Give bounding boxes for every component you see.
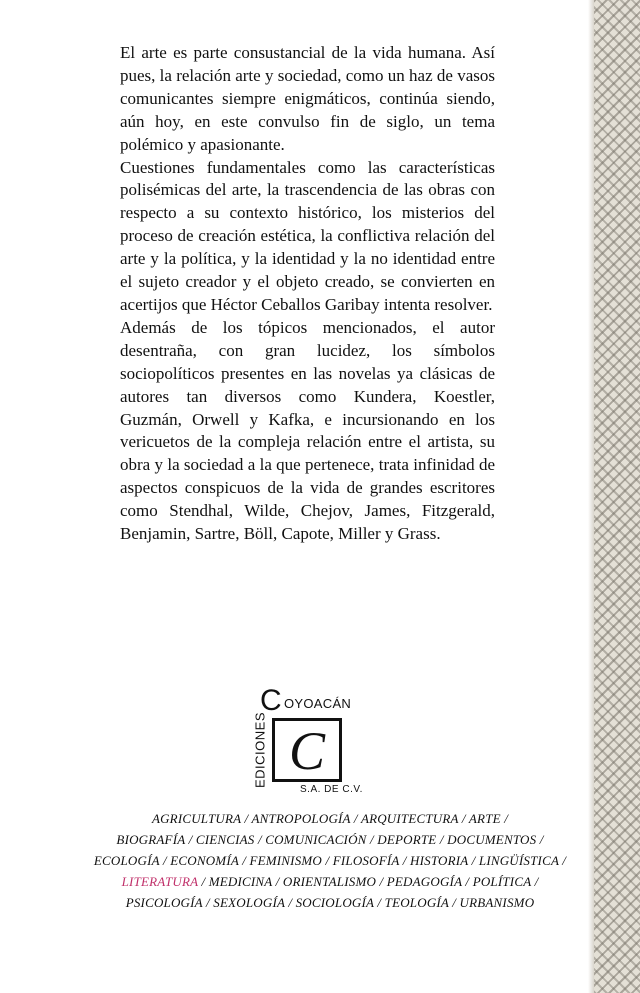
blurb-paragraph-1: El arte es parte consustancial de la vida humana. Así pues, la relación arte y sociedad, como un haz de vasos comunicantes siempre enigmáticos, continúa siendo, aún hoy, en este convulso fin de siglo, un tema polémico y apasionante. <box>120 43 495 154</box>
category-line-4 <box>50 871 610 892</box>
blurb-paragraph-3: Además de los tópicos mencionados, el autor desentraña, con gran lucidez, los símbolos sociopolíticos presentes en las novelas ya clásicas de autores tan diversos como Kundera, Koestler, Guzmán, Orwell y Kafka, e incursionando en los vericuetos de la compleja relación entre el artista, su obra y la sociedad a la que pertenece, trata infinidad de aspectos conspicuos de la vida de grandes escritores como Stendhal, Wilde, Chejov, James, Fitzgerald, Benjamin, Sartre, Böll, Capote, Miller y Grass. <box>120 317 495 544</box>
logo-monogram-letter: C <box>288 721 326 779</box>
blurb-paragraph-2: Cuestiones fundamentales como las características polisémicas del arte, la trascendencia de las obras con respecto a su contexto histórico, los misterios del proceso de creación estética, la conflictiva relación del arte y la política, y la identidad y la no identidad entre el sujeto creador y el objeto creado, se convierten en acertijos que Héctor Ceballos Garibay intenta resolver. <box>120 157 495 314</box>
category-literatura: LITERATURA <box>121 874 199 889</box>
category-line-1: AGRICULTURA / ANTROPOLOGÍA / ARQUITECTURA / ARTE / <box>151 811 509 826</box>
logo-vertical-text <box>250 700 270 800</box>
logo-ediciones: EDICIONES <box>252 711 268 789</box>
monogram-icon <box>275 721 339 779</box>
logo-sa: S.A. DE C.V. <box>300 784 363 795</box>
logo-name: OYOACÁN <box>284 696 352 711</box>
publisher-logo <box>250 684 370 802</box>
category-line-4-rest: / MEDICINA / ORIENTALISMO / PEDAGOGÍA / POLÍTICA / <box>198 874 539 889</box>
subject-categories <box>50 808 610 913</box>
logo-monogram-box <box>272 718 342 782</box>
logo-initial: C <box>260 684 282 717</box>
category-line-3: ECOLOGÍA / ECONOMÍA / FEMINISMO / FILOSOFÍA / HISTORIA / LINGÜÍSTICA / <box>93 853 567 868</box>
logo-wordmark <box>256 684 376 717</box>
category-line-2: BIOGRAFÍA / CIENCIAS / COMUNICACIÓN / DEPORTE / DOCUMENTOS / <box>116 832 544 847</box>
back-cover-blurb <box>120 42 495 546</box>
category-line-5: PSICOLOGÍA / SEXOLOGÍA / SOCIOLOGÍA / TEOLOGÍA / URBANISMO <box>125 895 535 910</box>
